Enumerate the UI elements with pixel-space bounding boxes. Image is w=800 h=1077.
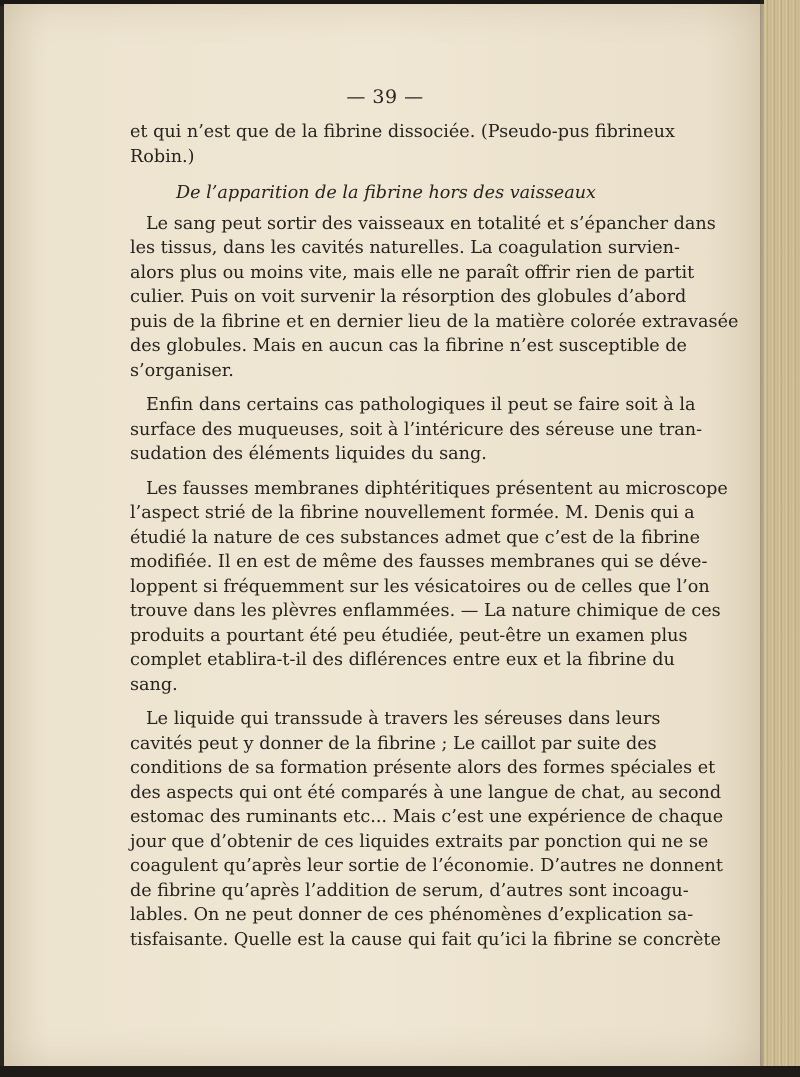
- text-line: des globules. Mais en aucun cas la fibrine n’est susceptible de: [130, 336, 687, 356]
- text-line: culier. Puis on voit survenir la résorption des globules d’abord: [130, 287, 687, 307]
- paragraph: [130, 707, 724, 952]
- text-line: de fibrine qu’après l’addition de serum, d’autres sont incoagu-: [130, 880, 689, 901]
- text-line: puis de la fibrine et en dernier lieu de la matière colorée extravasée: [130, 311, 739, 332]
- text-line: lables. On ne peut donner de ces phénomènes d’explication sa-: [130, 905, 694, 925]
- page-body: [130, 120, 739, 952]
- text-line: loppent si fréquemment sur les vésicatoires ou de celles que l’on: [130, 576, 710, 597]
- text-line: complet etablira-t-il des diflérences entre eux et la fibrine du: [130, 650, 675, 670]
- text-line: Robin.): [130, 146, 195, 167]
- text-line: jour que d’obtenir de ces liquides extraits par ponction qui ne se: [130, 831, 709, 852]
- paragraph: [130, 393, 703, 467]
- text-line: tisfaisante. Quelle est la cause qui fait qu’ici la fibrine se concrète: [130, 929, 721, 950]
- scan-bottom-edge: [0, 1066, 800, 1077]
- paragraph-gap: [130, 697, 642, 707]
- text-line: s’organiser.: [130, 360, 234, 381]
- paragraph: [130, 120, 675, 169]
- text-line: cavités peut y donner de la fibrine ; Le caillot par suite des: [130, 733, 657, 754]
- paragraph: [130, 477, 728, 698]
- text-line: et qui n’est que de la fibrine dissociée. (Pseudo-pus fibrineux: [130, 122, 675, 142]
- text-line: trouve dans les plèvres enflammées. — La nature chimique de ces: [130, 601, 721, 621]
- text-line: Le sang peut sortir des vaisseaux en totalité et s’épancher dans: [146, 213, 716, 234]
- text-line: Enfin dans certains cas pathologiques il peut se faire soit à la: [146, 395, 696, 415]
- paragraph-gap: [130, 383, 642, 393]
- text-line: l’aspect strié de la fibrine nouvellement formée. M. Denis qui a: [130, 503, 695, 523]
- text-line: Le liquide qui transsude à travers les séreuses dans leurs: [146, 709, 661, 729]
- text-line: estomac des ruminants etc... Mais c’est une expérience de chaque: [130, 807, 724, 827]
- text-line: les tissus, dans les cavités naturelles. La coagulation survien-: [130, 238, 680, 258]
- text-line: surface des muqueuses, soit à l’intéricure des séreuse une tran-: [130, 419, 703, 440]
- text-line: Les fausses membranes diphtéritiques présentent au microscope: [146, 478, 728, 499]
- text-line: étudié la nature de ces substances admet que c’est de la fibrine: [130, 527, 701, 548]
- text-line: modifiée. Il en est de même des fausses membranes qui se déve-: [130, 552, 708, 572]
- section-heading: De l’apparition de la fibrine hors des vaisseaux: [176, 183, 596, 203]
- text-line: produits a pourtant été peu étudiée, peut-être un examen plus: [130, 625, 688, 646]
- paragraph-gap: [130, 467, 642, 477]
- text-line: sudation des éléments liquides du sang.: [130, 444, 487, 464]
- text-line: des aspects qui ont été comparés à une langue de chat, au second: [130, 782, 722, 803]
- text-line: sang.: [130, 674, 178, 695]
- text-line: alors plus ou moins vite, mais elle ne paraît offrir rien de partit: [130, 262, 695, 283]
- paragraph: [130, 212, 739, 384]
- text-line: conditions de sa formation présente alors des formes spéciales et: [130, 758, 716, 778]
- text-line: coagulent qu’après leur sortie de l’économie. D’autres ne donnent: [130, 856, 723, 876]
- book-binding-edge: [764, 0, 800, 1077]
- page-number: — 39 —: [346, 86, 424, 108]
